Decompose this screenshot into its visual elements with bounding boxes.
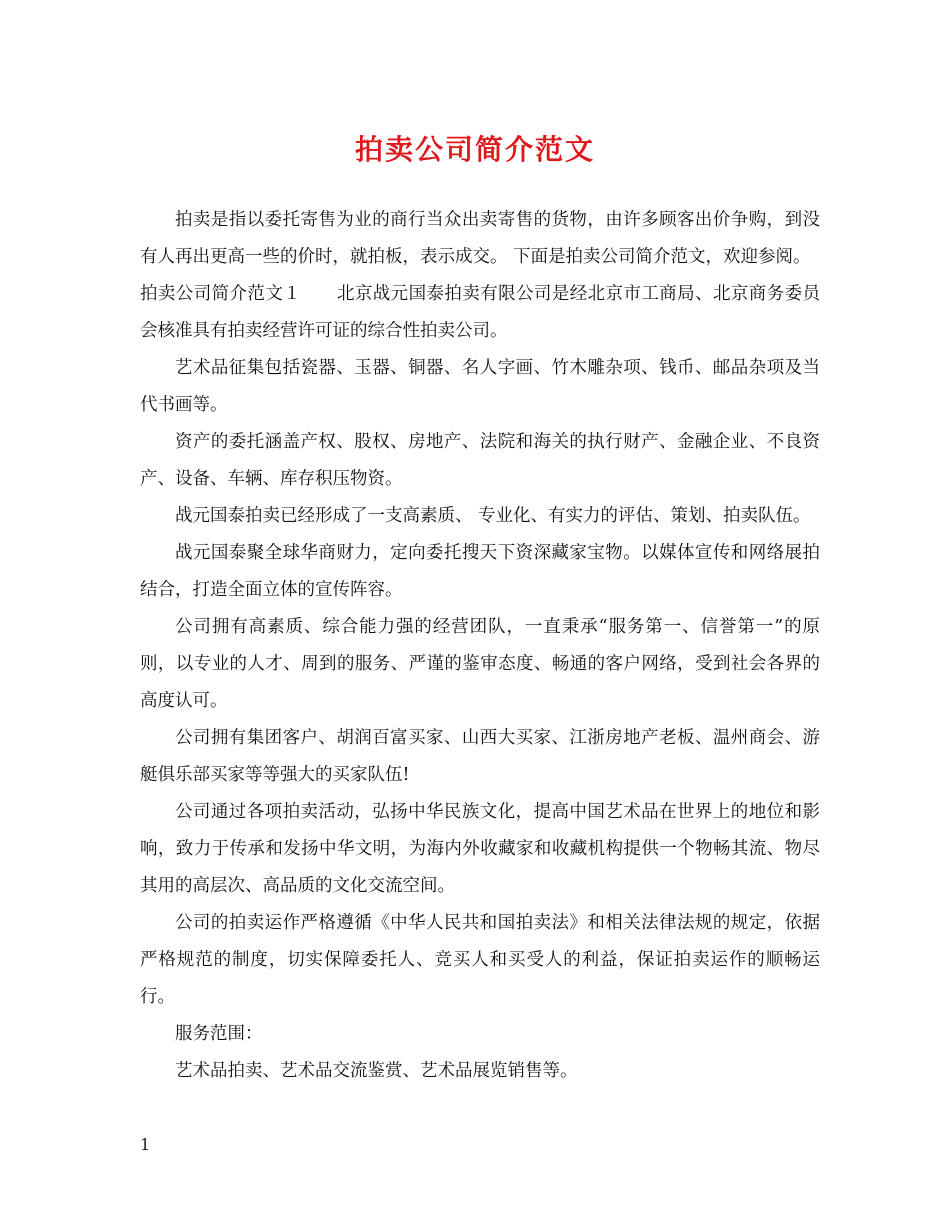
paragraph-service-list: 艺术品拍卖、艺术品交流鉴赏、艺术品展览销售等。	[175, 1061, 578, 1081]
document-title: 拍卖公司简介范文	[354, 133, 595, 166]
paragraph-law: 公司的拍卖运作严格遵循《中华人民共和国拍卖法》和相关法律法规的规定，依据严格规范的制度，切实保障委托人、竞买人和买受人的利益，保证拍卖运作的顺畅运行。	[140, 913, 820, 1007]
paragraph-principles: 公司拥有高素质、综合能力强的经营团队，一直秉承“服务第一、信誉第一”的原则，以专业的人才、周到的服务、严谨的鉴审态度、畅通的客户网络，受到社会各界的高度认可。	[140, 617, 820, 711]
paragraph-buyers: 公司拥有集团客户、胡润百富买家、山西大买家、江浙房地产老板、温州商会、游艇俱乐部买家等等强大的买家队伍!	[140, 728, 820, 785]
document-body	[140, 202, 820, 1090]
paragraph-asset-entrustment: 资产的委托涵盖产权、股权、房地产、法院和海关的执行财产、金融企业、不良资产、设备、车辆、库存积压物资。	[140, 432, 820, 489]
paragraph-art-collection: 艺术品征集包括瓷器、玉器、铜器、名人字画、竹木雕杂项、钱币、邮品杂项及当代书画等。	[140, 358, 820, 415]
page-number: 1	[140, 1135, 151, 1154]
paragraph-media: 战元国泰聚全球华商财力，定向委托搜天下资深藏家宝物。以媒体宣传和网络展拍结合，打造全面立体的宣传阵容。	[140, 543, 820, 600]
paragraph-team: 战元国泰拍卖已经形成了一支高素质、 专业化、有实力的评估、策划、拍卖队伍。	[175, 506, 811, 526]
paragraph-sample-1: 拍卖公司简介范文１ 北京战元国泰拍卖有限公司是经北京市工商局、北京商务委员会核准具有拍卖经营许可证的综合性拍卖公司。	[140, 284, 820, 341]
paragraph-culture: 公司通过各项拍卖活动，弘扬中华民族文化，提高中国艺术品在世界上的地位和影响，致力于传承和发扬中华文明，为海内外收藏家和收藏机构提供一个物畅其流、物尽其用的高层次、高品质的文化交流空间。	[140, 802, 820, 896]
paragraph-intro: 拍卖是指以委托寄售为业的商行当众出卖寄售的货物，由许多顾客出价争购，到没有人再出更高一些的价时，就拍板，表示成交。 下面是拍卖公司简介范文，欢迎参阅。	[140, 210, 820, 267]
paragraph-service-heading: 服务范围：	[175, 1024, 263, 1044]
